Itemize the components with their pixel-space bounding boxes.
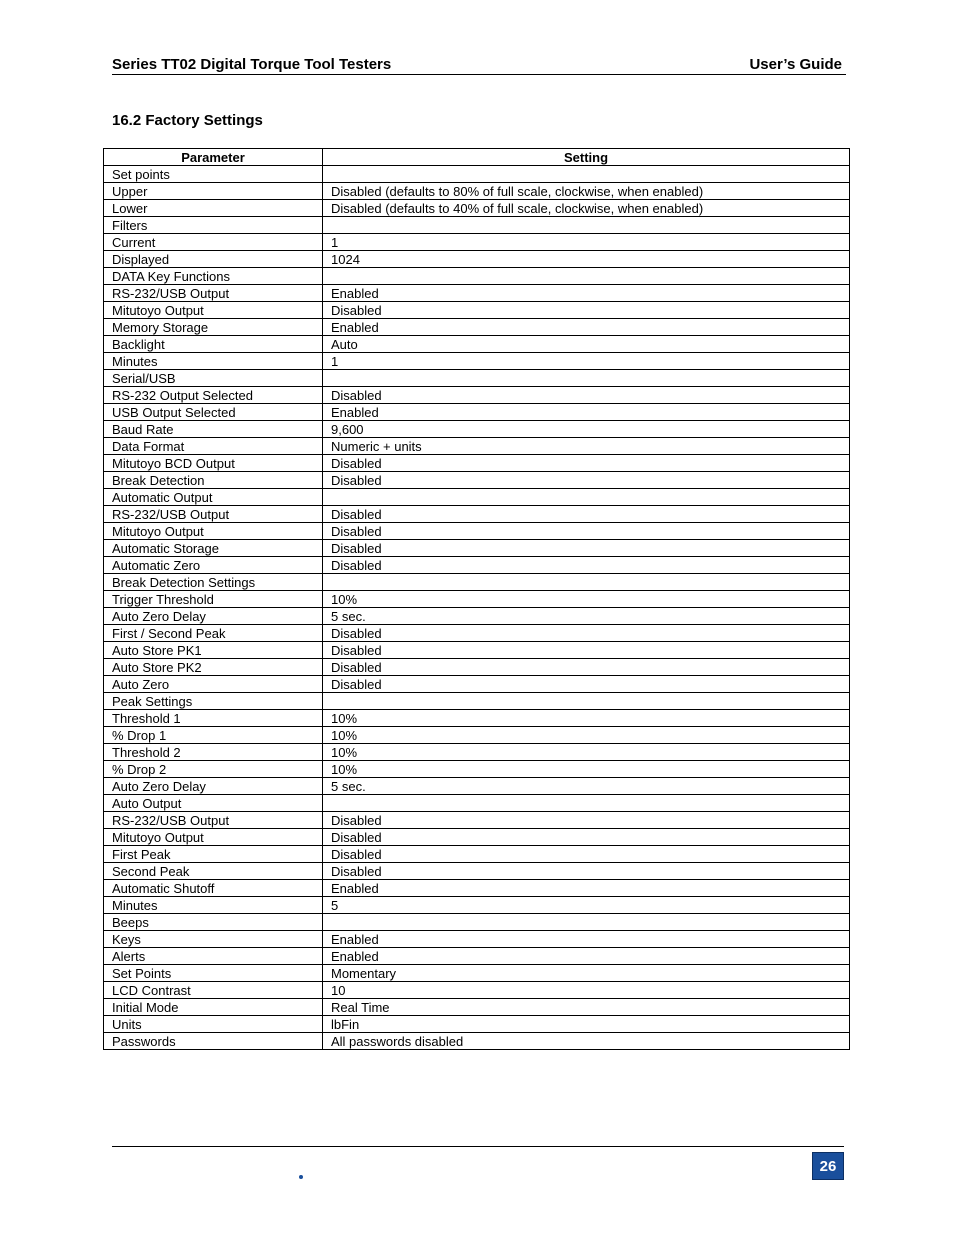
parameter-cell: Displayed bbox=[104, 251, 323, 268]
table-row bbox=[104, 302, 850, 319]
table-row bbox=[104, 761, 850, 778]
setting-cell: 9,600 bbox=[323, 421, 850, 438]
section-title: 16.2 Factory Settings bbox=[112, 112, 263, 129]
parameter-cell: LCD Contrast bbox=[104, 982, 323, 999]
parameter-cell: Current bbox=[104, 234, 323, 251]
parameter-cell: Serial/USB bbox=[104, 370, 323, 387]
table-row bbox=[104, 744, 850, 761]
table-row bbox=[104, 982, 850, 999]
footer-mark bbox=[299, 1175, 303, 1179]
parameter-cell: DATA Key Functions bbox=[104, 268, 323, 285]
setting-cell: Disabled bbox=[323, 302, 850, 319]
table-row bbox=[104, 880, 850, 897]
parameter-cell: Baud Rate bbox=[104, 421, 323, 438]
setting-cell: Enabled bbox=[323, 880, 850, 897]
setting-cell: Disabled bbox=[323, 812, 850, 829]
setting-cell bbox=[323, 166, 850, 183]
setting-cell: Auto bbox=[323, 336, 850, 353]
setting-cell: Disabled bbox=[323, 625, 850, 642]
table-row bbox=[104, 200, 850, 217]
setting-cell: Disabled bbox=[323, 455, 850, 472]
table-row bbox=[104, 965, 850, 982]
table-row bbox=[104, 285, 850, 302]
parameter-cell: Break Detection Settings bbox=[104, 574, 323, 591]
setting-cell: Disabled bbox=[323, 659, 850, 676]
setting-cell: Enabled bbox=[323, 931, 850, 948]
setting-cell: 10% bbox=[323, 727, 850, 744]
parameter-cell: Threshold 2 bbox=[104, 744, 323, 761]
parameter-cell: Alerts bbox=[104, 948, 323, 965]
parameter-cell: Auto Store PK2 bbox=[104, 659, 323, 676]
table-row bbox=[104, 948, 850, 965]
parameter-cell: RS-232/USB Output bbox=[104, 812, 323, 829]
setting-cell: Disabled bbox=[323, 863, 850, 880]
setting-cell bbox=[323, 268, 850, 285]
setting-cell: All passwords disabled bbox=[323, 1033, 850, 1050]
setting-cell: Disabled (defaults to 80% of full scale, clockwise, when enabled) bbox=[323, 183, 850, 200]
table-row bbox=[104, 897, 850, 914]
setting-cell bbox=[323, 489, 850, 506]
parameter-cell: Memory Storage bbox=[104, 319, 323, 336]
setting-cell: Disabled bbox=[323, 523, 850, 540]
setting-cell: 10% bbox=[323, 710, 850, 727]
setting-cell: Disabled bbox=[323, 387, 850, 404]
factory-settings-table bbox=[103, 148, 850, 1050]
setting-cell: Disabled bbox=[323, 506, 850, 523]
parameter-cell: Data Format bbox=[104, 438, 323, 455]
setting-cell: Enabled bbox=[323, 404, 850, 421]
parameter-cell: Set points bbox=[104, 166, 323, 183]
setting-cell bbox=[323, 574, 850, 591]
parameter-cell: Auto Zero bbox=[104, 676, 323, 693]
table-row bbox=[104, 557, 850, 574]
setting-cell: Disabled bbox=[323, 846, 850, 863]
table-row bbox=[104, 676, 850, 693]
parameter-cell: Mitutoyo BCD Output bbox=[104, 455, 323, 472]
parameter-cell: Initial Mode bbox=[104, 999, 323, 1016]
parameter-cell: Mitutoyo Output bbox=[104, 829, 323, 846]
parameter-cell: Automatic Storage bbox=[104, 540, 323, 557]
setting-cell bbox=[323, 370, 850, 387]
table-row bbox=[104, 472, 850, 489]
setting-cell: Disabled bbox=[323, 472, 850, 489]
setting-cell: 1 bbox=[323, 353, 850, 370]
page-header bbox=[112, 56, 846, 75]
table-row bbox=[104, 642, 850, 659]
setting-cell bbox=[323, 217, 850, 234]
setting-cell: Disabled (defaults to 40% of full scale, clockwise, when enabled) bbox=[323, 200, 850, 217]
setting-cell bbox=[323, 914, 850, 931]
table-row bbox=[104, 1016, 850, 1033]
parameter-cell: Threshold 1 bbox=[104, 710, 323, 727]
parameter-cell: Beeps bbox=[104, 914, 323, 931]
parameter-cell: Minutes bbox=[104, 353, 323, 370]
setting-cell: Disabled bbox=[323, 557, 850, 574]
setting-cell: lbFin bbox=[323, 1016, 850, 1033]
table-row bbox=[104, 234, 850, 251]
table-body bbox=[104, 166, 850, 1050]
table-row bbox=[104, 319, 850, 336]
table-row bbox=[104, 846, 850, 863]
table-row bbox=[104, 353, 850, 370]
setting-cell: 5 sec. bbox=[323, 778, 850, 795]
setting-cell: 10% bbox=[323, 744, 850, 761]
column-header-parameter: Parameter bbox=[104, 149, 323, 166]
parameter-cell: Second Peak bbox=[104, 863, 323, 880]
table-row bbox=[104, 455, 850, 472]
parameter-cell: Filters bbox=[104, 217, 323, 234]
setting-cell: 1024 bbox=[323, 251, 850, 268]
table-row bbox=[104, 506, 850, 523]
parameter-cell: First / Second Peak bbox=[104, 625, 323, 642]
parameter-cell: Automatic Zero bbox=[104, 557, 323, 574]
table-row bbox=[104, 183, 850, 200]
table-row bbox=[104, 795, 850, 812]
table-row bbox=[104, 914, 850, 931]
table-row bbox=[104, 217, 850, 234]
parameter-cell: Keys bbox=[104, 931, 323, 948]
parameter-cell: Auto Output bbox=[104, 795, 323, 812]
table-row bbox=[104, 438, 850, 455]
parameter-cell: Passwords bbox=[104, 1033, 323, 1050]
parameter-cell: Break Detection bbox=[104, 472, 323, 489]
table-row bbox=[104, 489, 850, 506]
document-title: Series TT02 Digital Torque Tool Testers bbox=[112, 56, 392, 73]
table-row bbox=[104, 812, 850, 829]
parameter-cell: Lower bbox=[104, 200, 323, 217]
parameter-cell: Automatic Output bbox=[104, 489, 323, 506]
setting-cell: Real Time bbox=[323, 999, 850, 1016]
table-row bbox=[104, 608, 850, 625]
table-row bbox=[104, 999, 850, 1016]
parameter-cell: RS-232 Output Selected bbox=[104, 387, 323, 404]
setting-cell: Enabled bbox=[323, 319, 850, 336]
table-row bbox=[104, 710, 850, 727]
parameter-cell: Minutes bbox=[104, 897, 323, 914]
parameter-cell: % Drop 2 bbox=[104, 761, 323, 778]
table-row bbox=[104, 370, 850, 387]
setting-cell: Disabled bbox=[323, 540, 850, 557]
parameter-cell: Backlight bbox=[104, 336, 323, 353]
table-row bbox=[104, 727, 850, 744]
setting-cell: Enabled bbox=[323, 285, 850, 302]
table-row bbox=[104, 931, 850, 948]
page-number-badge: 26 bbox=[812, 1152, 844, 1180]
parameter-cell: First Peak bbox=[104, 846, 323, 863]
parameter-cell: Auto Store PK1 bbox=[104, 642, 323, 659]
guide-label: User’s Guide bbox=[749, 56, 842, 73]
parameter-cell: Automatic Shutoff bbox=[104, 880, 323, 897]
parameter-cell: Units bbox=[104, 1016, 323, 1033]
table-row bbox=[104, 625, 850, 642]
table-header-row bbox=[104, 149, 850, 166]
setting-cell bbox=[323, 795, 850, 812]
table-row bbox=[104, 166, 850, 183]
setting-cell: 10% bbox=[323, 591, 850, 608]
table-row bbox=[104, 523, 850, 540]
parameter-cell: Mitutoyo Output bbox=[104, 523, 323, 540]
footer-divider bbox=[112, 1146, 844, 1147]
setting-cell: 10 bbox=[323, 982, 850, 999]
setting-cell: Disabled bbox=[323, 676, 850, 693]
table-row bbox=[104, 421, 850, 438]
setting-cell: Disabled bbox=[323, 829, 850, 846]
table-row bbox=[104, 251, 850, 268]
setting-cell: Enabled bbox=[323, 948, 850, 965]
parameter-cell: USB Output Selected bbox=[104, 404, 323, 421]
parameter-cell: Auto Zero Delay bbox=[104, 608, 323, 625]
table-row bbox=[104, 693, 850, 710]
table-row bbox=[104, 404, 850, 421]
setting-cell: 5 sec. bbox=[323, 608, 850, 625]
parameter-cell: Upper bbox=[104, 183, 323, 200]
parameter-cell: RS-232/USB Output bbox=[104, 285, 323, 302]
setting-cell bbox=[323, 693, 850, 710]
table-row bbox=[104, 778, 850, 795]
table-row bbox=[104, 591, 850, 608]
parameter-cell: Set Points bbox=[104, 965, 323, 982]
table-row bbox=[104, 540, 850, 557]
setting-cell: 1 bbox=[323, 234, 850, 251]
setting-cell: Numeric + units bbox=[323, 438, 850, 455]
parameter-cell: % Drop 1 bbox=[104, 727, 323, 744]
table-row bbox=[104, 659, 850, 676]
table-row bbox=[104, 268, 850, 285]
parameter-cell: Peak Settings bbox=[104, 693, 323, 710]
column-header-setting: Setting bbox=[323, 149, 850, 166]
table-row bbox=[104, 1033, 850, 1050]
parameter-cell: Trigger Threshold bbox=[104, 591, 323, 608]
table-row bbox=[104, 336, 850, 353]
setting-cell: Disabled bbox=[323, 642, 850, 659]
table-row bbox=[104, 829, 850, 846]
parameter-cell: Mitutoyo Output bbox=[104, 302, 323, 319]
setting-cell: 5 bbox=[323, 897, 850, 914]
table-row bbox=[104, 863, 850, 880]
table-row bbox=[104, 574, 850, 591]
setting-cell: Momentary bbox=[323, 965, 850, 982]
setting-cell: 10% bbox=[323, 761, 850, 778]
table-row bbox=[104, 387, 850, 404]
parameter-cell: Auto Zero Delay bbox=[104, 778, 323, 795]
parameter-cell: RS-232/USB Output bbox=[104, 506, 323, 523]
